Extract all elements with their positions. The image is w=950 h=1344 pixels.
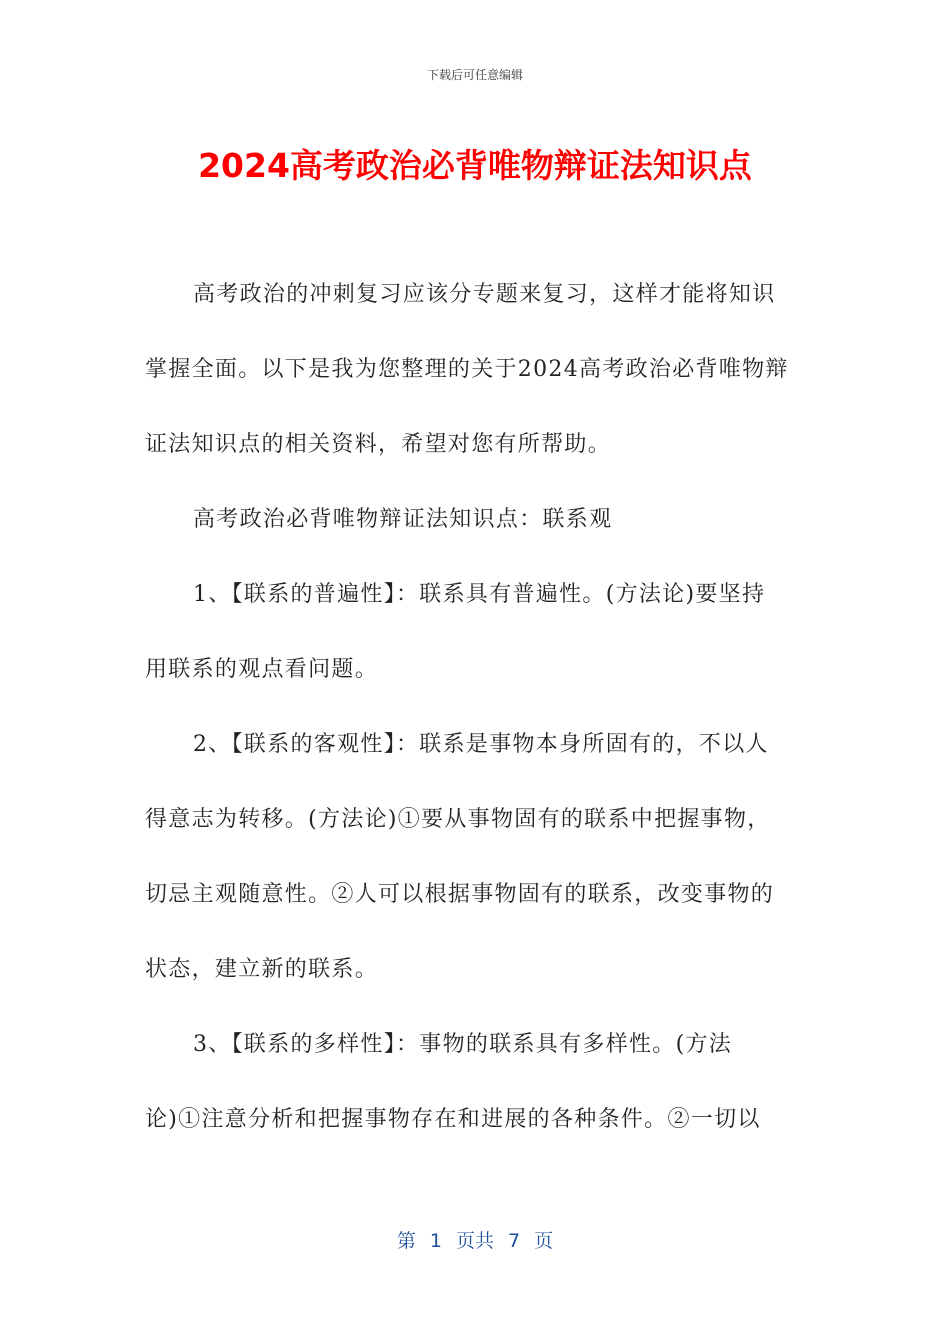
- footer-middle: 页共: [455, 1230, 494, 1252]
- footer-suffix: 页: [534, 1230, 554, 1252]
- body-line-6: 用联系的观点看问题。: [145, 657, 379, 682]
- body-line-4: 高考政治必背唯物辩证法知识点：联系观: [193, 507, 613, 532]
- body-line-1: 高考政治的冲刺复习应该分专题来复习，这样才能将知识: [193, 282, 776, 307]
- body-line-2: 掌握全面。以下是我为您整理的关于2024高考政治必背唯物辩: [145, 357, 789, 382]
- footer-total-pages: 7: [508, 1230, 521, 1252]
- body-line-9: 切忌主观随意性。②人可以根据事物固有的联系，改变事物的: [145, 882, 775, 907]
- body-line-11: 3、【联系的多样性】：事物的联系具有多样性。(方法: [193, 1032, 733, 1057]
- body-line-8: 得意志为转移。(方法论)①要从事物固有的联系中把握事物，: [145, 807, 771, 832]
- body-line-7: 2、【联系的客观性】：联系是事物本身所固有的，不以人: [193, 732, 769, 757]
- document-title: 2024高考政治必背唯物辩证法知识点: [198, 146, 752, 185]
- body-line-10: 状态，建立新的联系。: [145, 957, 379, 982]
- page-footer: [0, 1226, 950, 1253]
- header-note: 下载后可任意编辑: [426, 68, 523, 82]
- body-line-3: 证法知识点的相关资料，希望对您有所帮助。: [145, 432, 612, 457]
- footer-page-number: 1: [429, 1230, 442, 1252]
- body-line-12: 论)①注意分析和把握事物存在和进展的各种条件。②一切以: [145, 1107, 761, 1132]
- footer-prefix: 第: [396, 1230, 416, 1252]
- body-line-5: 1、【联系的普遍性】：联系具有普遍性。(方法论)要坚持: [193, 582, 766, 607]
